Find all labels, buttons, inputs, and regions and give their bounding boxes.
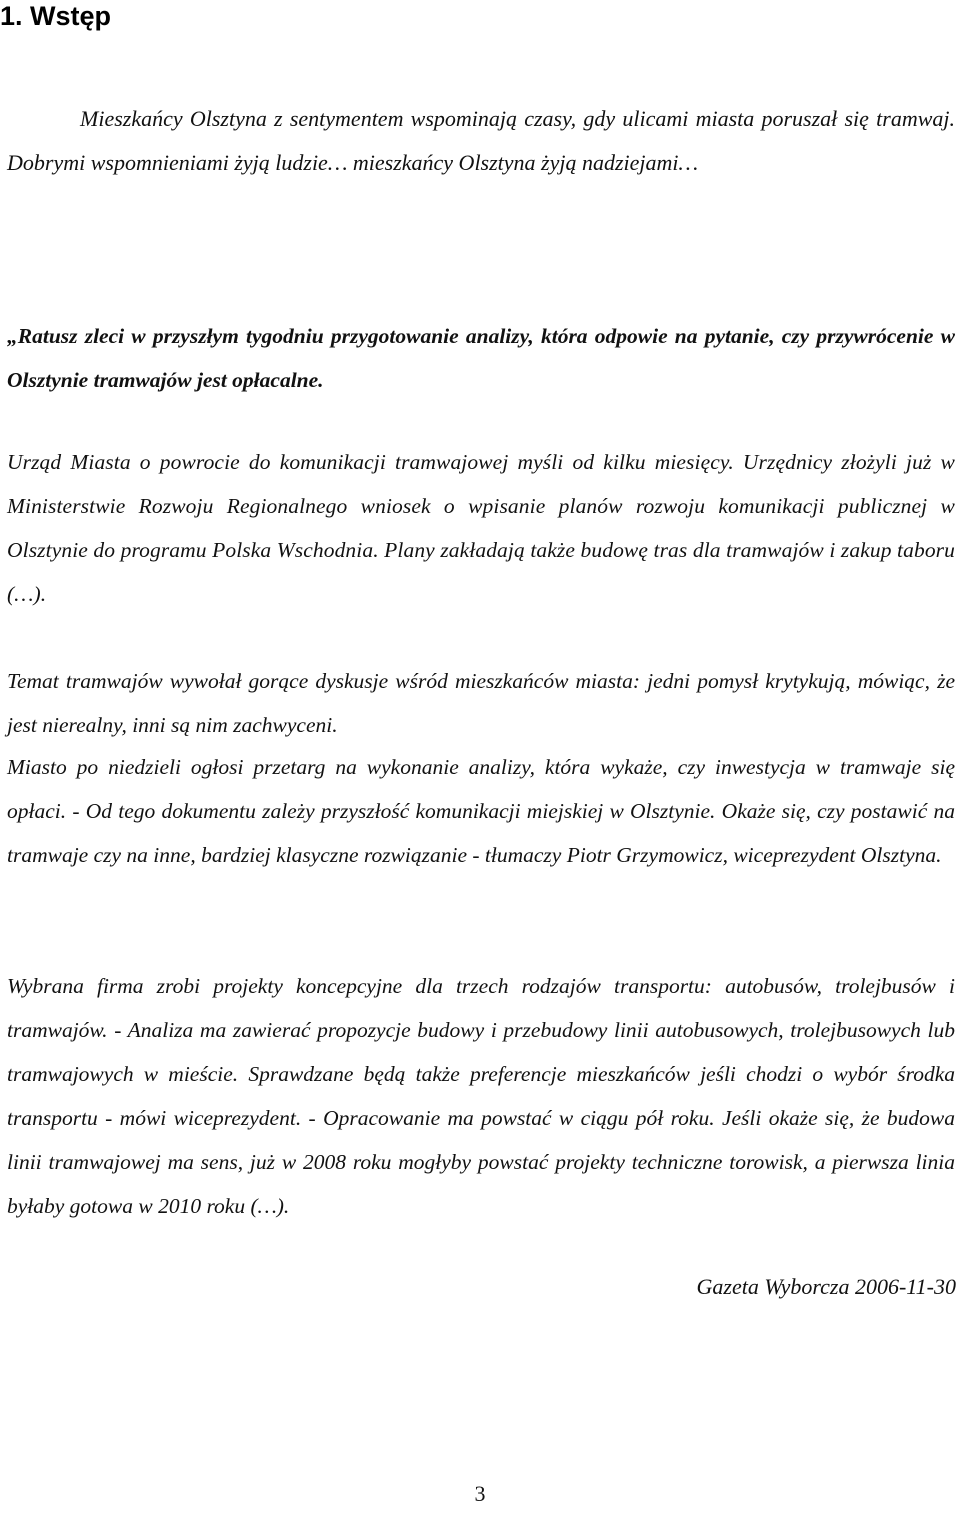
quote-paragraph-tender: Miasto po niedzieli ogłosi przetarg na wykonanie analizy, która wykaże, czy inwestycja w tramwaje się opłaci. - Od tego dokumentu zależy przyszłość komunikacji miejskiej w Olsztynie. Okaże się, czy postawić na tramwaje czy na inne, bardziej klasyczne rozwiązanie - tłumaczy Piotr Grzymowicz, wiceprezydent Olsztyna.	[7, 755, 955, 867]
quote-paragraph-projects: Wybrana firma zrobi projekty koncepcyjne dla trzech rodzajów transportu: autobusów, trolejbusów i tramwajów. - Analiza ma zawierać propozycje budowy i przebudowy linii autobusowych, trolejbusowych lub tramwajowych w mieście. Sprawdzane będą także preferencje mieszkańców jeśli chodzi o wybór środka transportu - mówi wiceprezydent. - Opracowanie ma powstać w ciągu pół roku. Jeśli okaże się, że budowa linii tramwajowej ma sens, już w 2008 roku mogłyby powstać projekty techniczne torowisk, a pierwsza linia byłaby gotowa w 2010 roku (…).	[7, 974, 955, 1218]
quote-lead-paragraph: „Ratusz zleci w przyszłym tygodniu przygotowanie analizy, która odpowie na pytanie, czy przywrócenie w Olsztynie tramwajów jest opłacalne.	[7, 324, 955, 392]
quote-paragraph-city-office: Urząd Miasta o powrocie do komunikacji tramwajowej myśli od kilku miesięcy. Urzędnicy złożyli już w Ministerstwie Rozwoju Regionalnego wniosek o wpisanie planów rozwoju komunikacji publicznej w Olsztynie do programu Polska Wschodnia. Plany zakładają także budowę tras dla tramwajów i zakup taboru (…).	[7, 450, 955, 606]
page-number: 3	[474, 1481, 486, 1506]
section-heading: 1. Wstęp	[0, 1, 112, 31]
quote-paragraph-discussion: Temat tramwajów wywołał gorące dyskusje wśród mieszkańców miasta: jedni pomysł krytykują, mówiąc, że jest nierealny, inni są nim zachwyceni.	[7, 669, 955, 737]
quote-source: Gazeta Wyborcza 2006-11-30	[696, 1274, 956, 1299]
intro-paragraph: Mieszkańcy Olsztyna z sentymentem wspominają czasy, gdy ulicami miasta poruszał się tramwaj. Dobrymi wspomnieniami żyją ludzie… mieszkańcy Olsztyna żyją nadziejami…	[7, 106, 955, 175]
